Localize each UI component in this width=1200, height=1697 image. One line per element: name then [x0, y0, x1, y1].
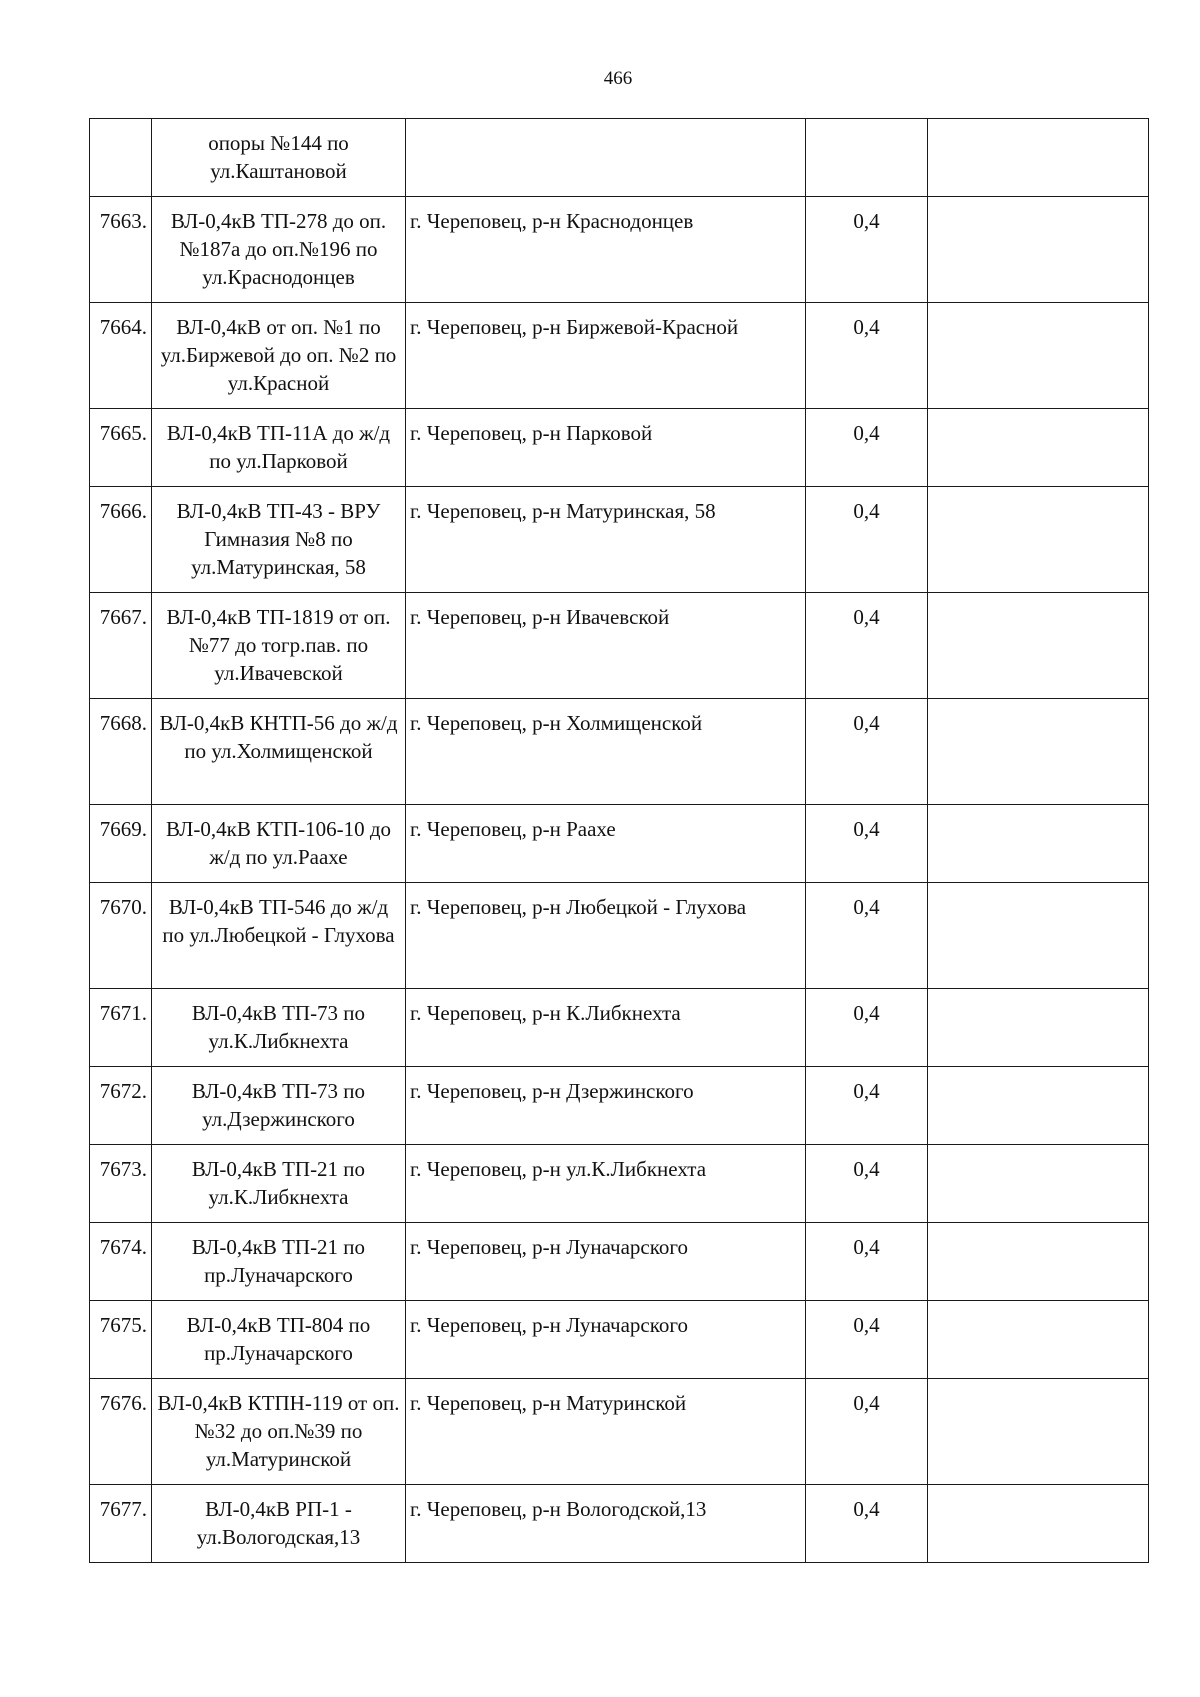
line-name-cell: ВЛ-0,4кВ КТПН-119 от оп.№32 до оп.№39 по ул.Матуринской [152, 1379, 406, 1485]
row-number-cell: 7673. [90, 1145, 152, 1223]
table-row [90, 805, 1149, 883]
location-cell: г. Череповец, р-н К.Либкнехта [406, 989, 806, 1067]
voltage-cell: 0,4 [806, 883, 928, 989]
row-number-cell: 7672. [90, 1067, 152, 1145]
voltage-cell: 0,4 [806, 593, 928, 699]
voltage-cell: 0,4 [806, 303, 928, 409]
location-cell: г. Череповец, р-н Луначарского [406, 1301, 806, 1379]
table-row [90, 1301, 1149, 1379]
row-number-cell: 7676. [90, 1379, 152, 1485]
note-cell [928, 119, 1149, 197]
register-table [89, 118, 1149, 1563]
line-name-cell: ВЛ-0,4кВ КТП-106-10 до ж/д по ул.Раахе [152, 805, 406, 883]
location-cell: г. Череповец, р-н Парковой [406, 409, 806, 487]
voltage-cell: 0,4 [806, 197, 928, 303]
voltage-cell: 0,4 [806, 699, 928, 805]
line-name-cell: ВЛ-0,4кВ ТП-21 по ул.К.Либкнехта [152, 1145, 406, 1223]
line-name-cell: ВЛ-0,4кВ ТП-278 до оп.№187а до оп.№196 по ул.Краснодонцев [152, 197, 406, 303]
line-name-cell: ВЛ-0,4кВ РП-1 - ул.Вологодская,13 [152, 1485, 406, 1563]
table-row [90, 989, 1149, 1067]
row-number-cell: 7674. [90, 1223, 152, 1301]
location-cell: г. Череповец, р-н Ивачевской [406, 593, 806, 699]
line-name-cell: ВЛ-0,4кВ ТП-43 - ВРУ Гимназия №8 по ул.Матуринская, 58 [152, 487, 406, 593]
voltage-cell: 0,4 [806, 1379, 928, 1485]
voltage-cell: 0,4 [806, 1067, 928, 1145]
note-cell [928, 197, 1149, 303]
note-cell [928, 883, 1149, 989]
voltage-cell: 0,4 [806, 805, 928, 883]
location-cell [406, 119, 806, 197]
voltage-cell: 0,4 [806, 989, 928, 1067]
table-row [90, 1223, 1149, 1301]
note-cell [928, 409, 1149, 487]
line-name-cell: ВЛ-0,4кВ ТП-11А до ж/д по ул.Парковой [152, 409, 406, 487]
note-cell [928, 1301, 1149, 1379]
location-cell: г. Череповец, р-н ул.К.Либкнехта [406, 1145, 806, 1223]
location-cell: г. Череповец, р-н Краснодонцев [406, 197, 806, 303]
row-number-cell: 7665. [90, 409, 152, 487]
table-row [90, 487, 1149, 593]
table-row [90, 1067, 1149, 1145]
table-row [90, 409, 1149, 487]
table-row [90, 197, 1149, 303]
row-number-cell: 7663. [90, 197, 152, 303]
table-row [90, 699, 1149, 805]
line-name-cell: ВЛ-0,4кВ ТП-73 по ул.К.Либкнехта [152, 989, 406, 1067]
line-name-cell: ВЛ-0,4кВ ТП-73 по ул.Дзержинского [152, 1067, 406, 1145]
location-cell: г. Череповец, р-н Вологодской,13 [406, 1485, 806, 1563]
line-name-cell: опоры №144 по ул.Каштановой [152, 119, 406, 197]
location-cell: г. Череповец, р-н Любецкой - Глухова [406, 883, 806, 989]
register-table-body [90, 119, 1149, 1563]
row-number-cell: 7666. [90, 487, 152, 593]
voltage-cell: 0,4 [806, 409, 928, 487]
line-name-cell: ВЛ-0,4кВ ТП-1819 от оп.№77 до тогр.пав. по ул.Ивачевской [152, 593, 406, 699]
line-name-cell: ВЛ-0,4кВ ТП-804 по пр.Луначарского [152, 1301, 406, 1379]
location-cell: г. Череповец, р-н Дзержинского [406, 1067, 806, 1145]
row-number-cell [90, 119, 152, 197]
table-row [90, 593, 1149, 699]
voltage-cell [806, 119, 928, 197]
note-cell [928, 593, 1149, 699]
note-cell [928, 1379, 1149, 1485]
note-cell [928, 1067, 1149, 1145]
location-cell: г. Череповец, р-н Биржевой-Красной [406, 303, 806, 409]
line-name-cell: ВЛ-0,4кВ КНТП-56 до ж/д по ул.Холмищенской [152, 699, 406, 805]
note-cell [928, 699, 1149, 805]
voltage-cell: 0,4 [806, 1145, 928, 1223]
table-row [90, 1145, 1149, 1223]
table-row [90, 1379, 1149, 1485]
location-cell: г. Череповец, р-н Раахе [406, 805, 806, 883]
table-row [90, 303, 1149, 409]
note-cell [928, 303, 1149, 409]
location-cell: г. Череповец, р-н Матуринской [406, 1379, 806, 1485]
line-name-cell: ВЛ-0,4кВ ТП-546 до ж/д по ул.Любецкой - Глухова [152, 883, 406, 989]
line-name-cell: ВЛ-0,4кВ от оп. №1 по ул.Биржевой до оп. №2 по ул.Красной [152, 303, 406, 409]
row-number-cell: 7671. [90, 989, 152, 1067]
row-number-cell: 7668. [90, 699, 152, 805]
row-number-cell: 7669. [90, 805, 152, 883]
line-name-cell: ВЛ-0,4кВ ТП-21 по пр.Луначарского [152, 1223, 406, 1301]
row-number-cell: 7667. [90, 593, 152, 699]
voltage-cell: 0,4 [806, 487, 928, 593]
note-cell [928, 1223, 1149, 1301]
row-number-cell: 7677. [90, 1485, 152, 1563]
table-row [90, 883, 1149, 989]
table-row [90, 119, 1149, 197]
voltage-cell: 0,4 [806, 1301, 928, 1379]
location-cell: г. Череповец, р-н Матуринская, 58 [406, 487, 806, 593]
location-cell: г. Череповец, р-н Холмищенской [406, 699, 806, 805]
voltage-cell: 0,4 [806, 1223, 928, 1301]
note-cell [928, 1145, 1149, 1223]
table-row [90, 1485, 1149, 1563]
note-cell [928, 805, 1149, 883]
note-cell [928, 487, 1149, 593]
note-cell [928, 1485, 1149, 1563]
row-number-cell: 7670. [90, 883, 152, 989]
row-number-cell: 7664. [90, 303, 152, 409]
note-cell [928, 989, 1149, 1067]
page-number: 466 [603, 68, 633, 89]
row-number-cell: 7675. [90, 1301, 152, 1379]
location-cell: г. Череповец, р-н Луначарского [406, 1223, 806, 1301]
voltage-cell: 0,4 [806, 1485, 928, 1563]
